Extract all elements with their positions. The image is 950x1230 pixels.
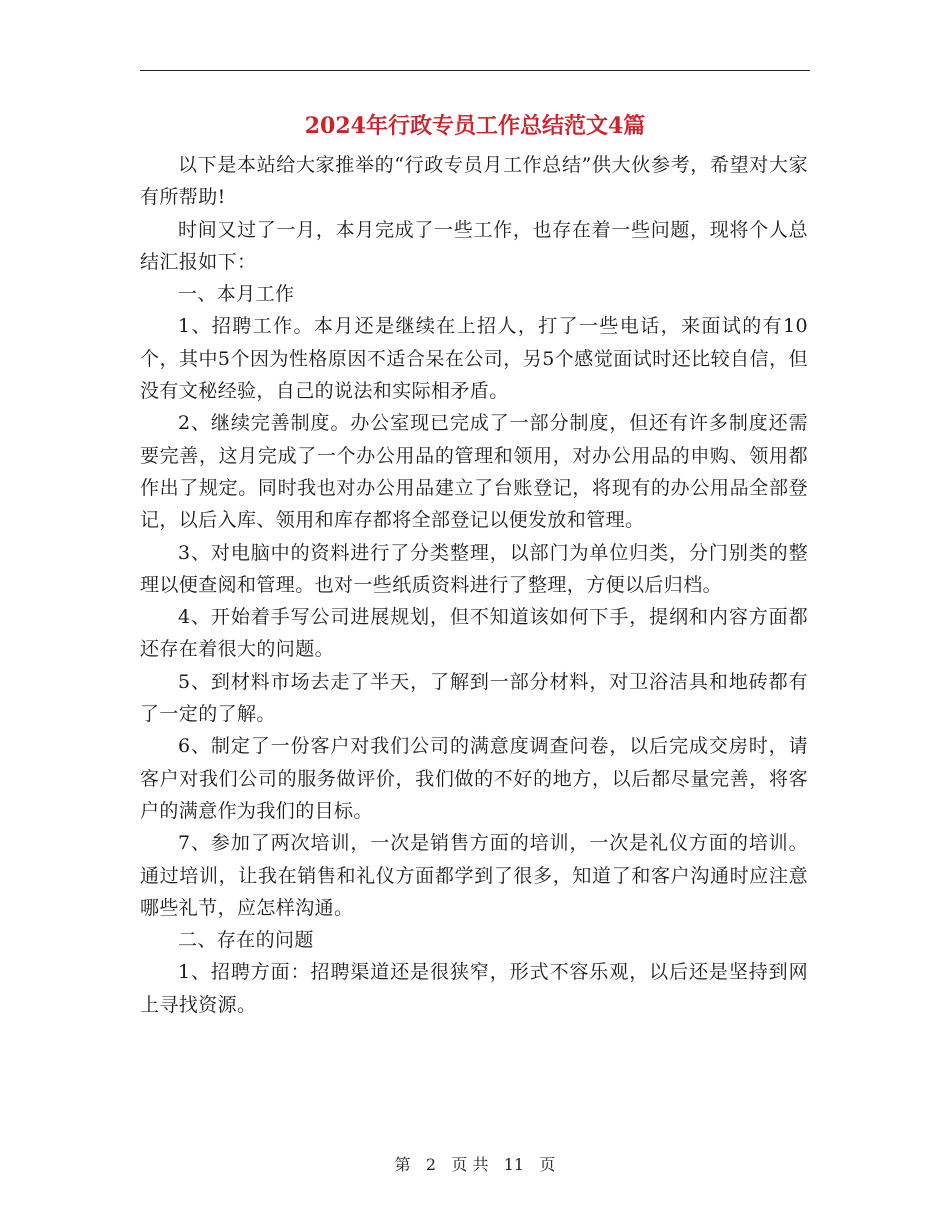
paragraph: 7、参加了两次培训，一次是销售方面的培训，一次是礼仪方面的培训。通过培训，让我在销售和礼仪方面都学到了很多，知道了和客户沟通时应注意哪些礼节，应怎样沟通。 xyxy=(140,832,808,919)
paragraph: 6、制定了一份客户对我们公司的满意度调查问卷，以后完成交房时，请客户对我们公司的服务做评价，我们做的不好的地方，以后都尽量完善，将客户的满意作为我们的目标。 xyxy=(140,735,808,822)
document-title: 2024年行政专员工作总结范文4篇 xyxy=(304,113,646,139)
paragraph: 以下是本站给大家推举的“行政专员月工作总结”供大伙参考，希望对大家有所帮助! xyxy=(140,154,808,209)
paragraph: 时间又过了一月，本月完成了一些工作，也存在着一些问题，现将个人总结汇报如下： xyxy=(140,218,808,273)
footer-prefix: 第 xyxy=(394,1155,411,1174)
paragraph: 1、招聘工作。本月还是继续在上招人，打了一些电话，来面试的有10个，其中5个因为性格原因不适合呆在公司，另5个感觉面试时还比较自信，但没有文秘经验，自己的说法和实际相矛盾。 xyxy=(140,315,808,403)
section-heading: 二、存在的问题 xyxy=(178,929,314,952)
footer-page-number: 2 xyxy=(425,1155,437,1174)
footer-suffix: 页 xyxy=(539,1155,556,1174)
header-rule xyxy=(140,70,810,71)
paragraph: 3、对电脑中的资料进行了分类整理，以部门为单位归类，分门别类的整理以便查阅和管理。也对一些纸质资料进行了整理，方便以后归档。 xyxy=(140,541,808,596)
section-heading: 一、本月工作 xyxy=(178,283,295,306)
page-footer xyxy=(0,1152,950,1175)
document-body xyxy=(140,149,808,1021)
paragraph: 4、开始着手写公司进展规划，但不知道该如何下手，提纲和内容方面都还存在着很大的问题。 xyxy=(140,606,808,661)
paragraph: 5、到材料市场去走了半天，了解到一部分材料，对卫浴洁具和地砖都有了一定的了解。 xyxy=(140,670,808,726)
footer-mid: 页 共 xyxy=(451,1155,489,1174)
paragraph: 2、继续完善制度。办公室现已完成了一部分制度，但还有许多制度还需要完善，这月完成了一个办公用品的管理和领用，对办公用品的申购、领用都作出了规定。同时我也对办公用品建立了台账登记，将现有的办公用品全部登记，以后入库、领用和库存都将全部登记以便发放和管理。 xyxy=(140,412,808,532)
footer-total-pages: 11 xyxy=(503,1155,525,1174)
paragraph: 1、招聘方面：招聘渠道还是很狭窄，形式不容乐观，以后还是坚持到网上寻找资源。 xyxy=(140,961,808,1016)
